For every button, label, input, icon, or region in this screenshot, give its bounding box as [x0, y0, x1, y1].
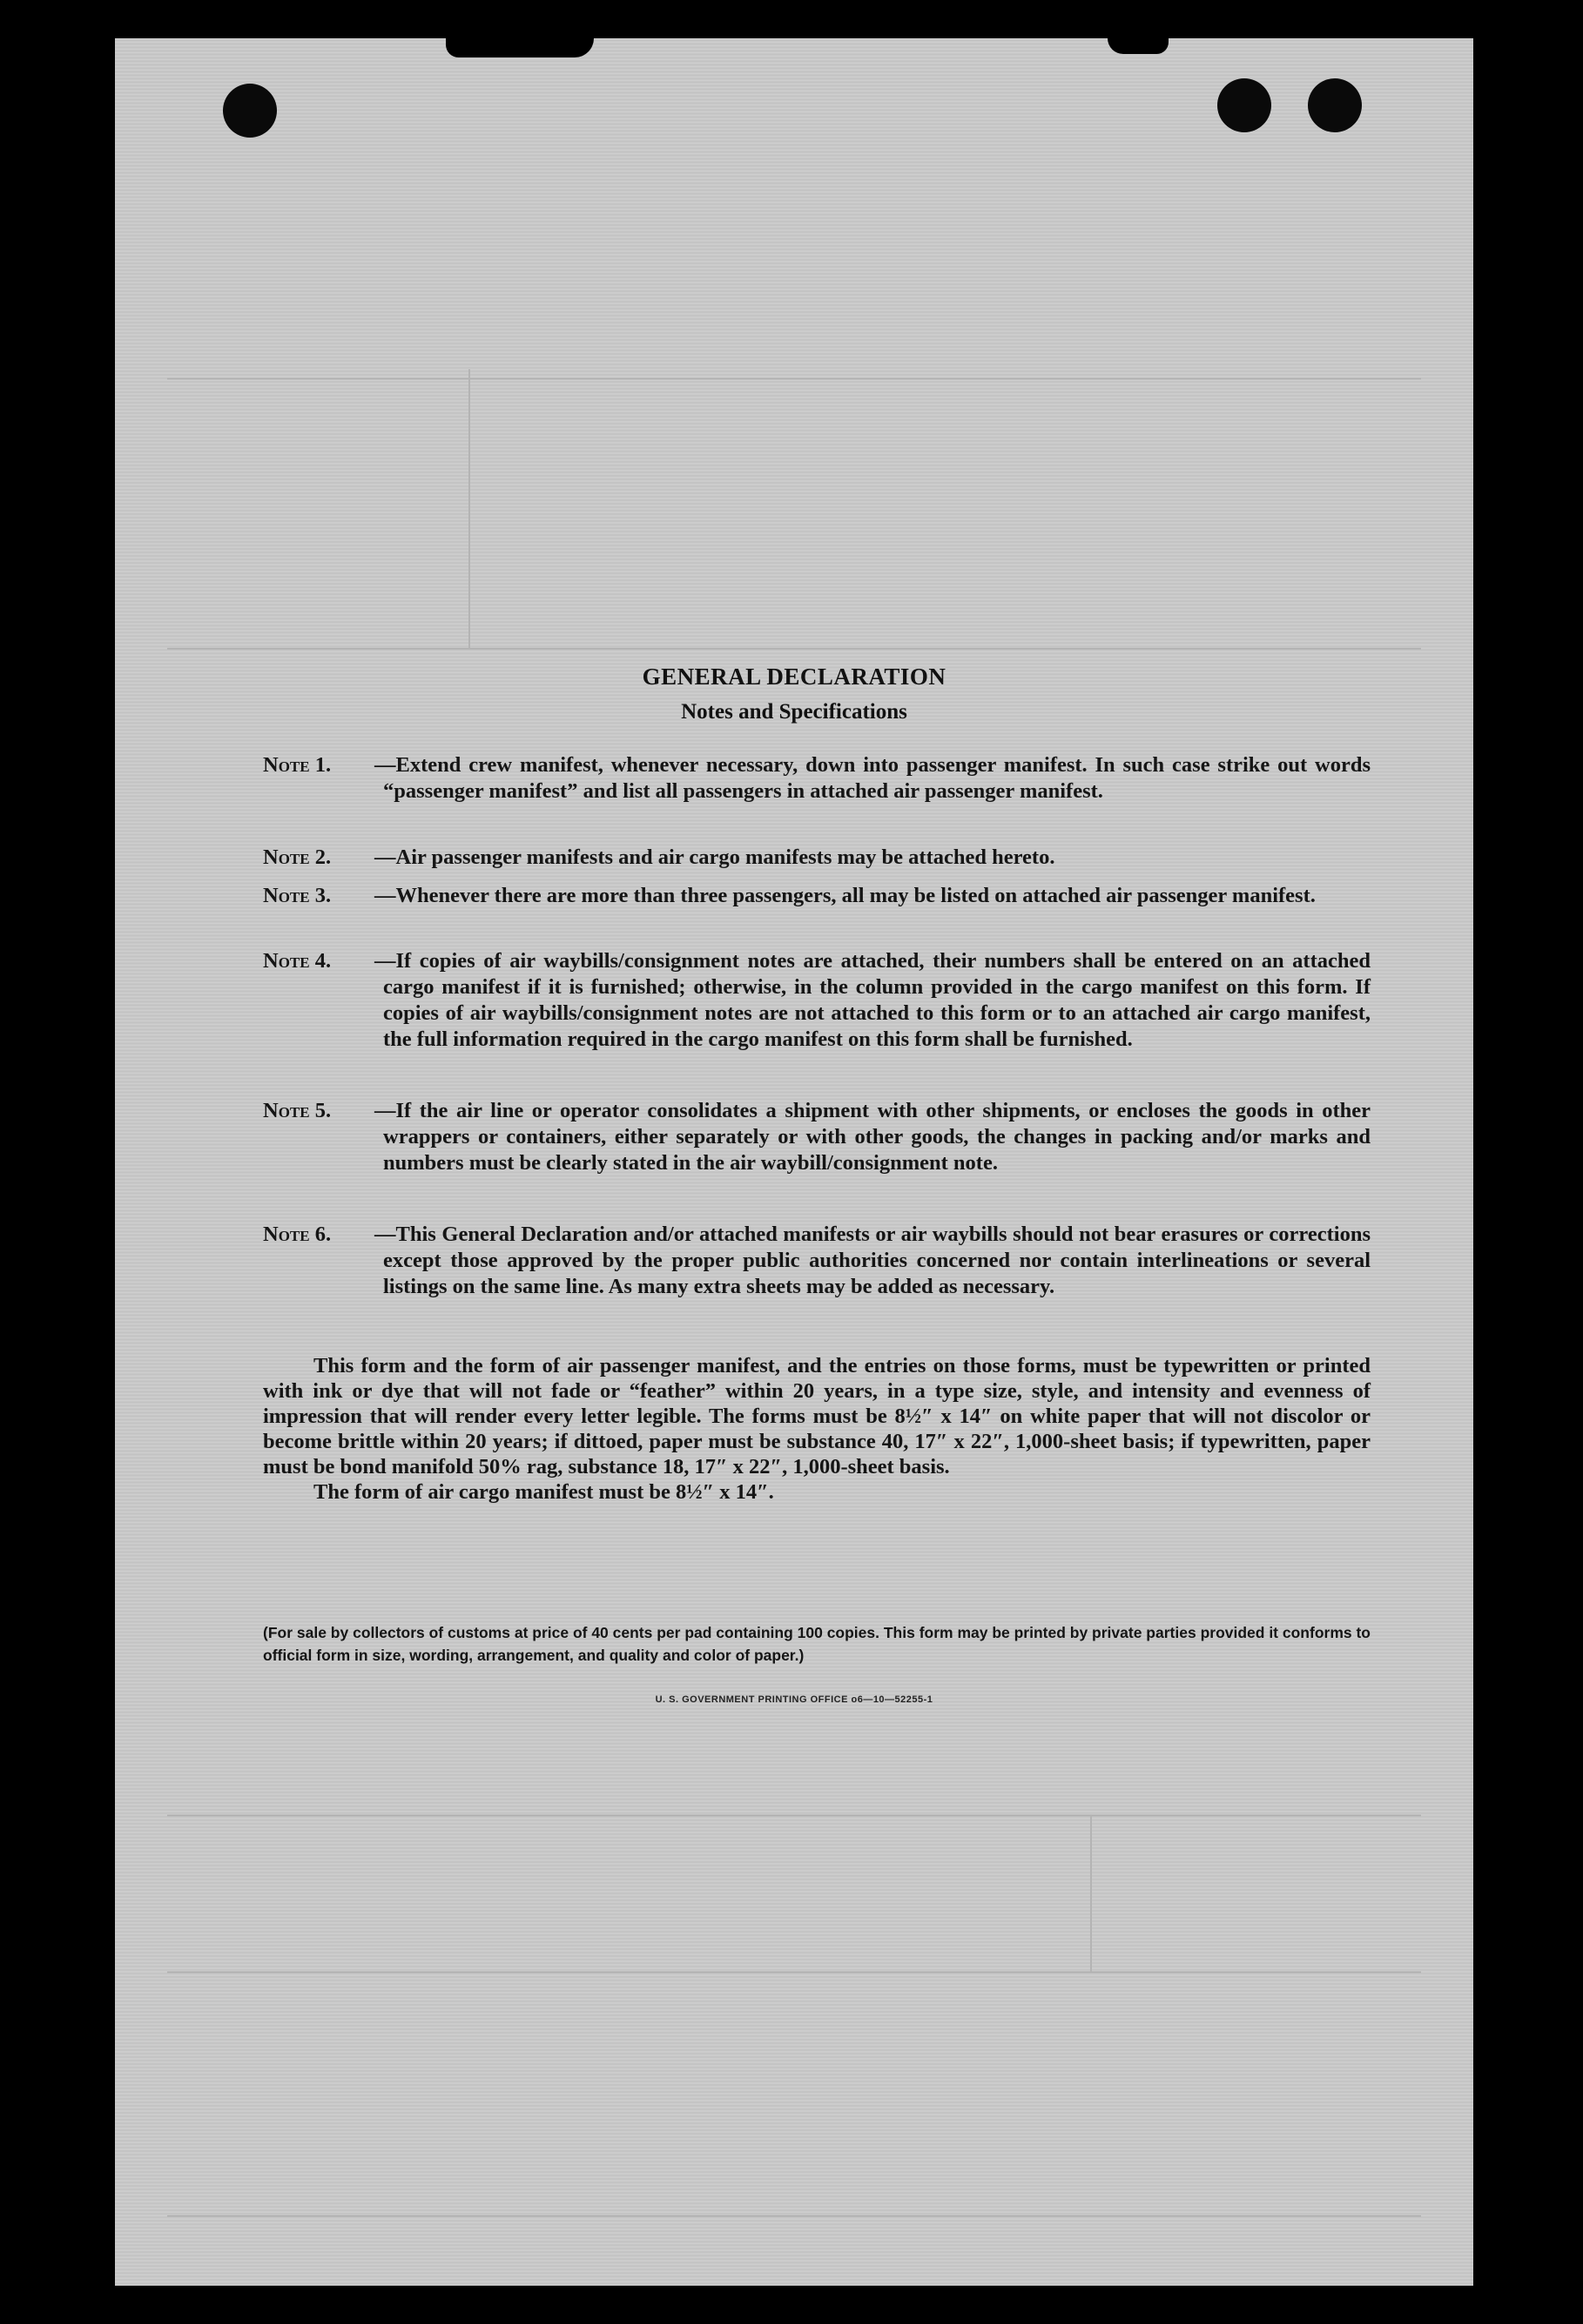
punch-hole-right-2 — [1308, 78, 1362, 132]
torn-edge — [446, 38, 594, 57]
note-3 — [263, 883, 1371, 909]
note-6 — [263, 1222, 1371, 1300]
note-label: Note 5. — [263, 1099, 332, 1122]
bleed-line — [468, 369, 470, 648]
note-label: Note 4. — [263, 949, 332, 973]
torn-edge-right — [1108, 38, 1169, 54]
note-label: Note 2. — [263, 845, 332, 869]
printer-line: U. S. GOVERNMENT PRINTING OFFICE o6—10—52255-1 — [655, 1694, 933, 1705]
note-label: Note 6. — [263, 1223, 332, 1246]
note-label: Note 3. — [263, 884, 332, 907]
document-subtitle: Notes and Specifications — [681, 700, 907, 724]
document-sheet — [115, 38, 1473, 2286]
sale-note: (For sale by collectors of customs at price of 40 cents per pad containing 100 copies. This form may be printed by private parties provided it conforms to official form in size, wording, arrangement, and quality and color of paper.) — [263, 1624, 1371, 1664]
note-5 — [263, 1098, 1371, 1176]
specification-paragraph — [263, 1353, 1371, 1505]
document-title: GENERAL DECLARATION — [642, 664, 946, 690]
bleed-line — [1090, 1815, 1092, 1971]
bleed-line — [167, 1815, 1421, 1816]
note-text: —If the air line or operator consolidates a shipment with other shipments, or encloses the goods in other wrappers or containers, either separately or with other goods, the changes in packing and/or marks and numbers must be clearly stated in the air waybill/consignment note. — [374, 1099, 1371, 1175]
note-text: —Air passenger manifests and air cargo manifests may be attached hereto. — [374, 845, 1055, 869]
note-label: Note 1. — [263, 753, 332, 777]
bleed-line — [167, 2215, 1421, 2217]
bleed-line — [167, 378, 1421, 380]
punch-hole-left — [223, 84, 277, 138]
note-1 — [263, 752, 1371, 805]
note-2 — [263, 845, 1371, 871]
bleed-line — [167, 1971, 1421, 1973]
note-4 — [263, 948, 1371, 1053]
paragraph-text-last: The form of air cargo manifest must be 8½″ x 14″. — [313, 1480, 774, 1504]
note-text: —This General Declaration and/or attached manifests or air waybills should not bear erasures or corrections except those approved by the proper public authorities concerned nor contain interlineations or several listings on the same line. As many extra sheets may be added as necessary. — [374, 1223, 1371, 1298]
paragraph-text: This form and the form of air passenger manifest, and the entries on those forms, must be typewritten or printed with ink or dye that will not fade or “feather” within 20 years, in a type size, style, and intensity and evenness of impression that will render every letter legible. The forms must be 8½″ x 14″ on white paper that will not discolor or become brittle within 20 years; if dittoed, paper must be substance 40, 17″ x 22″, 1,000-sheet basis; if typewritten, paper must be bond manifold 50% rag, substance 18, 17″ x 22″, 1,000-sheet basis. — [263, 1354, 1371, 1479]
bleed-line — [167, 648, 1421, 650]
note-text: —If copies of air waybills/consignment notes are attached, their numbers shall be entered on an attached cargo manifest if it is furnished; otherwise, in the column provided in the cargo manifest on this form. If copies of air waybills/consignment notes are not attached to this form or to an attached air cargo manifest, the full information required in the cargo manifest on this form shall be furnished. — [374, 949, 1371, 1051]
punch-hole-right-1 — [1217, 78, 1271, 132]
note-text: —Extend crew manifest, whenever necessary, down into passenger manifest. In such case strike out words “passenger manifest” and list all passengers in attached air passenger manifest. — [374, 753, 1371, 803]
note-text: —Whenever there are more than three passengers, all may be listed on attached air passenger manifest. — [374, 884, 1316, 907]
